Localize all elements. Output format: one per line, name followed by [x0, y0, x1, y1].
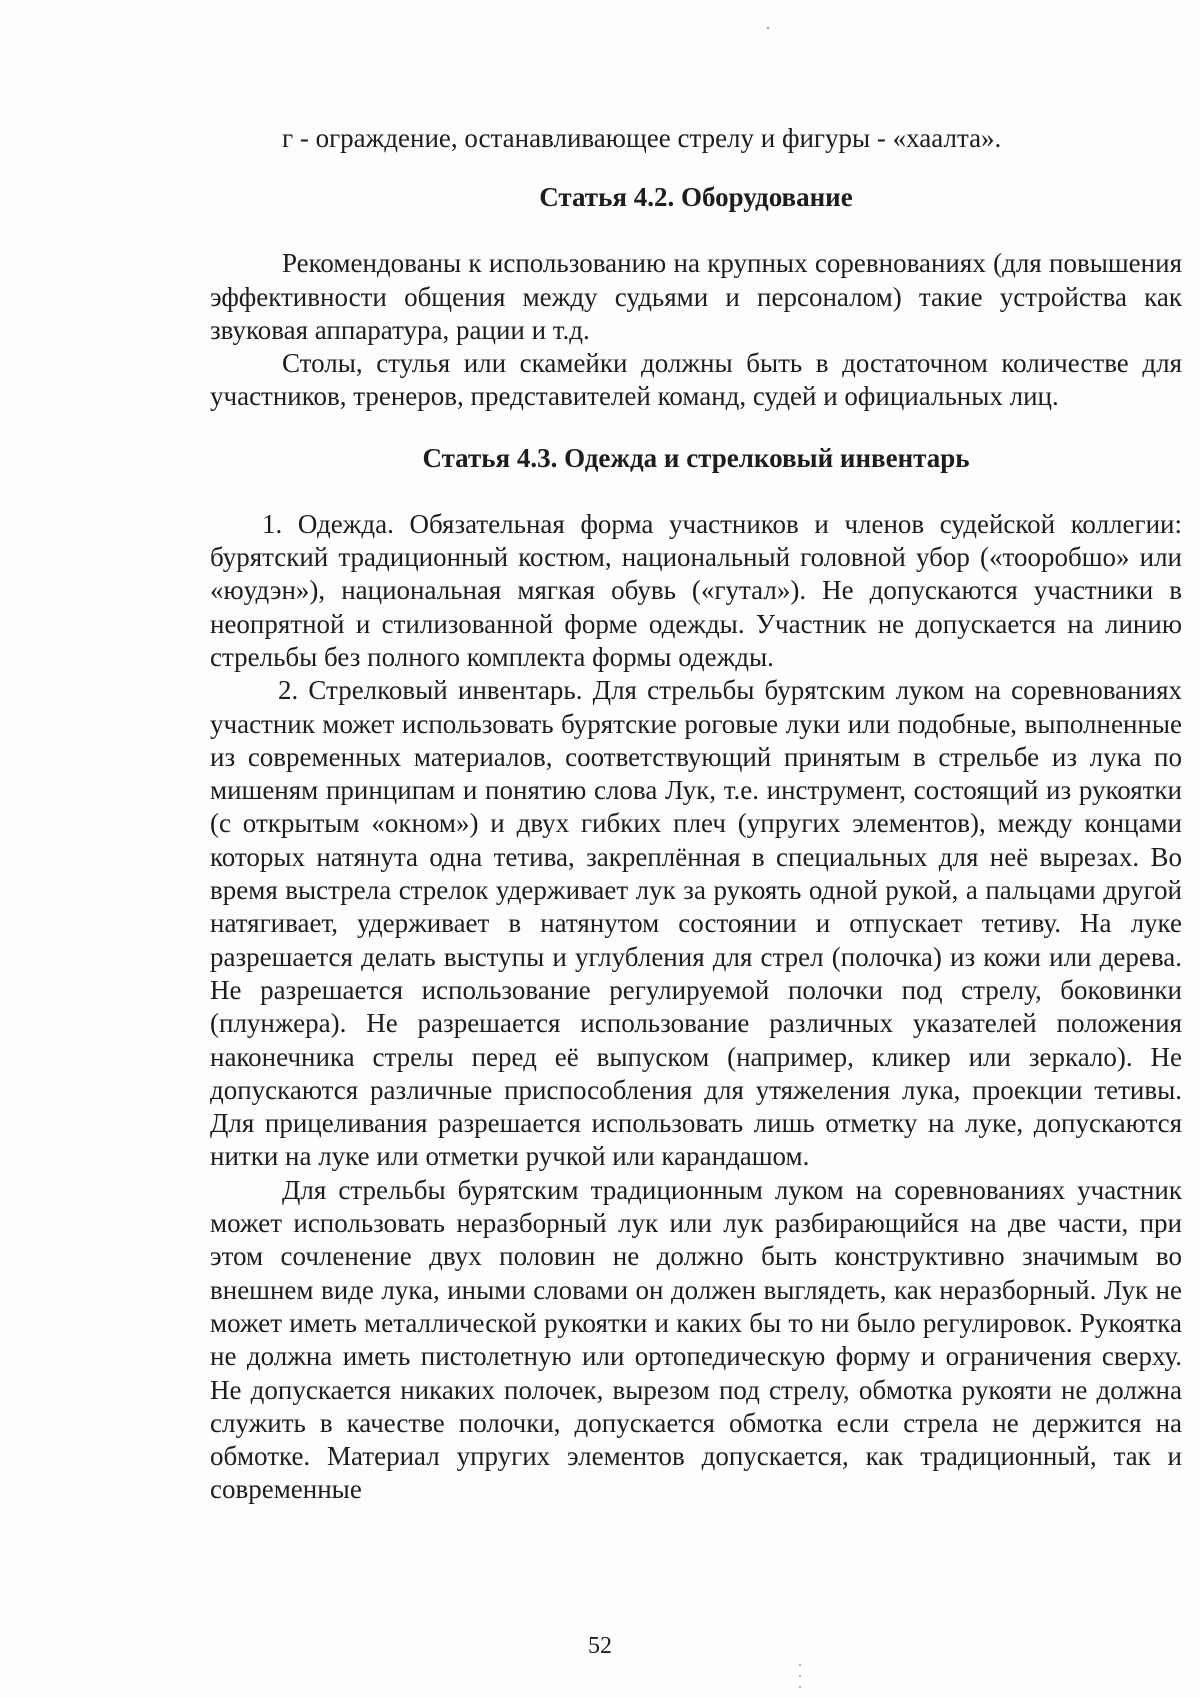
document-body — [210, 122, 1182, 1507]
article-4-2-paragraph-1: Рекомендованы к использованию на крупных соревнованиях (для повышения эффективности общения между судьями и персоналом) такие устройства как звуковая аппаратура, рации и т.д. — [210, 248, 1182, 345]
page-number: 52 — [588, 1633, 612, 1659]
article-4-3-heading: Статья 4.3. Одежда и стрелковый инвентарь — [422, 442, 970, 473]
article-4-3-item-2: 2. Стрелковый инвентарь. Для стрельбы бурятским луком на соревнованиях участник может использовать бурятские роговые луки или подобные, выполненные из современных материалов, соответствующий принятым в стрельбе из лука по мишеням принципам и понятию слова Лук, т.е. инструмент, состоящий из рукоятки (с открытым «окном») и двух гибких плеч (упругих элементов), между концами которых натянута одна тетива, закреплённая в специальных для неё вырезах. Во время выстрела стрелок удерживает лук за рукоять одной рукой, а пальцами другой натягивает, удерживает в натянутом состоянии и отпускает тетиву. На луке разрешается делать выступы и углубления для стрел (полочка) из кожи или дерева. Не разрешается использование регулируемой полочки под стрелу, боковинки (плунжера). Не разрешается использование различных указателей положения наконечника стрелы перед её выпуском (например, кликер или зеркало). Не допускаются различные приспособления для утяжеления лука, проекции тетивы. Для прицеливания разрешается использовать лишь отметку на луке, допускаются нитки на луке или отметки ручкой или карандашом. — [210, 675, 1182, 1172]
article-4-3-paragraph-3: Для стрельбы бурятским традиционным луком на соревнованиях участник может использовать неразборный лук или лук разбирающийся на две части, при этом сочленение двух половин не должно быть конструктивно значимым во внешнем виде лука, иными словами он должен выглядеть, как неразборный. Лук не может иметь металлической рукоятки и каких бы то ни было регулировок. Рукоятка не должна иметь пистолетную или ортопедическую форму и ограничения сверху. Не допускается никаких полочек, вырезом под стрелу, обмотка рукояти не должна служить в качестве полочки, допускается обмотка если стрела не держится на обмотке. Материал упругих элементов допускается, как традиционный, так и современные — [210, 1174, 1182, 1505]
article-4-2-paragraph-2: Столы, стулья или скамейки должны быть в достаточном количестве для участников, тренеров, представителей команд, судей и официальных лиц. — [210, 348, 1182, 412]
article-4-3-item-1: 1. Одежда. Обязательная форма участников и членов судейской коллегии: бурятский традиционный костюм, национальный головной убор («тооробшо» или «юудэн»), национальная мягкая обувь («гутал»). Не допускаются участники в неопрятной и стилизованной форме одежды. Участник не допускается на линию стрельбы без полного комплекта формы одежды. — [210, 508, 1182, 672]
article-4-2-heading: Статья 4.2. Оборудование — [539, 182, 853, 213]
list-item-g: г - ограждение, останавливающее стрелу и фигуры - «хаалта». — [282, 123, 1002, 153]
